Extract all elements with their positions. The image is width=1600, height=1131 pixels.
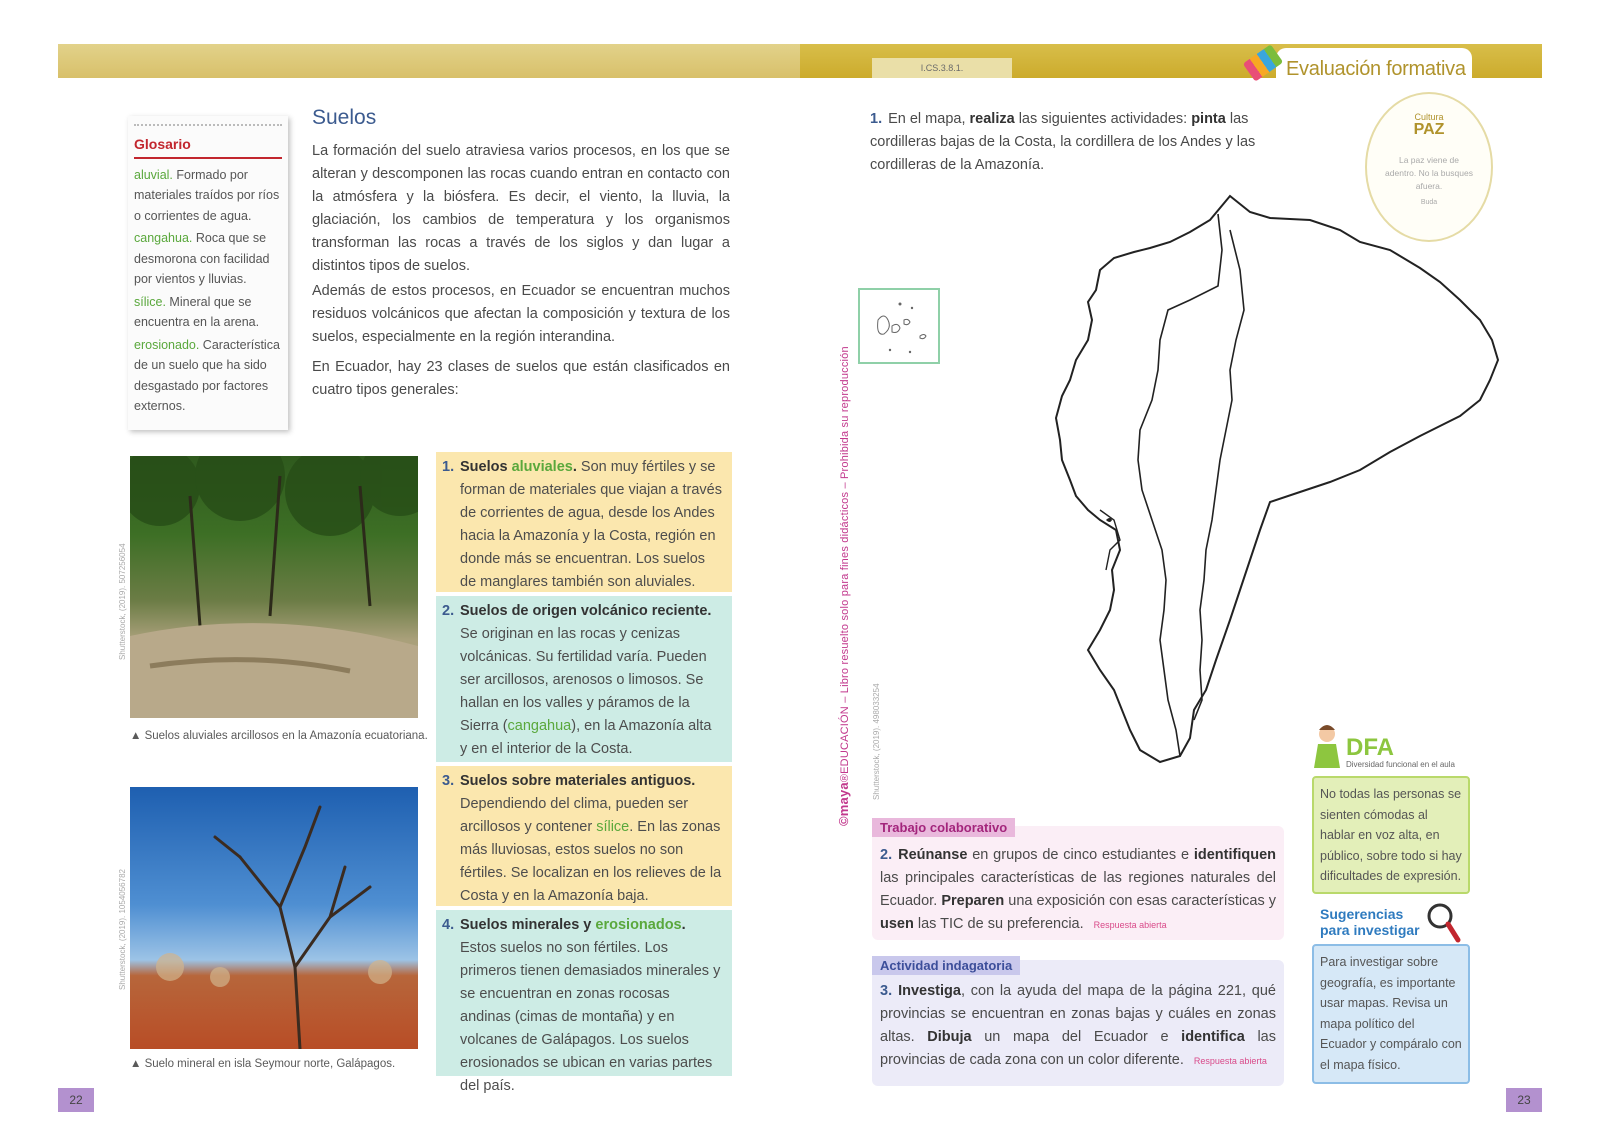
collab-label: Trabajo colaborativo <box>872 818 1015 837</box>
glossary-entry: erosionado. Característica de un suelo que ha sido desgastado por factores externos. <box>134 337 280 413</box>
question-1: 1. En el mapa, realiza las siguientes actividades: pinta las cordilleras bajas de la Costa, la cordillera de los Andes y las cordilleras de la Amazonía. <box>870 111 1256 173</box>
photo-caption: ▲ Suelos aluviales arcillosos en la Amazonía ecuatoriana. <box>130 730 428 742</box>
cultura-label: Cultura <box>1414 112 1444 122</box>
left-header-band <box>58 44 800 78</box>
suggestions-box: Para investigar sobre geografía, es importante usar mapas. Revisa un mapa político del Ecuador y compáralo con el mapa físico. <box>1312 944 1470 1084</box>
soil-type-1: 1. Suelos aluviales. Son muy fértiles y se forman de materiales que viajan a través de corrientes de agua, desde los Andes hacia la Amazonía y la Costa, región en donde más se encuentran. Los suelos de manglares también son aluviales. <box>436 452 732 592</box>
girl-icon <box>1310 722 1344 774</box>
glossary-entry: cangahua. Roca que se desmorona con facilidad por vientos y lluvias. <box>134 231 270 286</box>
soil-type-3: 3. Suelos sobre materiales antiguos. Dependiendo del clima, pueden ser arcillosos y contener sílice. En las zonas más lluviosas, estos suelos no son fértiles. Se localizan en los relieves de la Costa y en la Amazonía baja. <box>436 766 732 906</box>
suggestions-title: Sugerencias para investigar <box>1320 906 1420 938</box>
copyright-vertical: ©maya®EDUCACIÓN – Libro resuelto solo para fines didácticos – Prohibida su reproducción <box>836 346 851 826</box>
photo-amazon-soil <box>130 456 418 718</box>
jungle-illustration <box>130 456 418 718</box>
question-3: 3. Investiga, con la ayuda del mapa de la página 221, qué provincias se encuentran en zonas bajas y cuáles en zonas altas. Dibuja un mapa del Ecuador e identifica las provincias de cada zona con un color diferente. Respuesta abierta <box>880 983 1276 1068</box>
photo-credit: Shutterstock, (2019). 507256054 <box>118 543 127 660</box>
glossary-title: Glosario <box>134 134 282 159</box>
page-number-left: 22 <box>58 1088 94 1112</box>
ecuador-outline-map <box>1040 190 1510 780</box>
question-2: 2. Reúnanse en grupos de cinco estudiantes e identifiquen las principales características de las regiones naturales del Ecuador. Preparen una exposición con esas características y usen las TIC de su preferencia. Respuesta abierta <box>880 847 1277 932</box>
section-title-tab <box>1276 48 1472 88</box>
glossary-card <box>128 116 288 430</box>
inquiry-label: Actividad indagatoria <box>872 956 1020 975</box>
page-number-right: 23 <box>1506 1088 1542 1112</box>
glossary-entry: aluvial. Formado por materiales traídos por ríos o corrientes de agua. <box>134 167 280 223</box>
photo-galapagos-soil <box>130 787 418 1049</box>
paragraph: En Ecuador, hay 23 clases de suelos que están clasificados en cuatro tipos generales: <box>312 359 730 398</box>
page-title: Suelos <box>312 106 377 129</box>
soil-type-4: 4. Suelos minerales y erosionados. Estos suelos no son fértiles. Los primeros tienen demasiados minerales y se encuentran en zonas rocosas andinas (cimas de montaña) y en volcanes de Galápagos. Los suelos erosionados se ubican en varias partes del país. <box>436 910 732 1076</box>
paz-author: Buda <box>1420 199 1438 206</box>
glossary-entry: sílice. Mineral que se encuentra en la arena. <box>134 294 260 329</box>
cultura-paz-badge <box>1365 92 1493 242</box>
photo-credit: Shutterstock, (2019). 1054056782 <box>118 869 127 990</box>
paz-title: PAZ <box>1413 121 1445 138</box>
magnifier-icon <box>1426 902 1462 944</box>
galapagos-islands-icon <box>860 290 938 362</box>
section-title: Evaluación formativa <box>1286 58 1466 80</box>
dfa-title: DFA <box>1346 734 1394 761</box>
dfa-box: No todas las personas se sienten cómodas al hablar en voz alta, en público, sobre todo si hay dificultades de expresión. <box>1312 776 1470 894</box>
dry-tree-illustration <box>130 787 418 1049</box>
paragraph: Además de estos procesos, en Ecuador se encuentran muchos residuos volcánicos que afectan la composición y textura de los suelos, especialmente en la región interandina. <box>312 283 730 345</box>
galapagos-inset-map <box>858 288 940 364</box>
answer-note: Respuesta abierta <box>1193 1056 1267 1066</box>
photo-caption: ▲ Suelo mineral en isla Seymour norte, Galápagos. <box>130 1058 396 1070</box>
soil-type-2: 2. Suelos de origen volcánico reciente. Se originan en las rocas y cenizas volcánicas. Su fertilidad varía. Pueden ser arcillosos, arenosos o limosos. Se hallan en los valles y páramos de la Sierra (cangahua), en la Amazonía alta y en el interior de la Costa. <box>436 596 732 762</box>
paz-quote: La paz viene de adentro. No la busques afuera. <box>1385 155 1473 191</box>
paragraph: La formación del suelo atraviesa varios procesos, en los que se alteran y descomponen las rocas cuando entran en contacto con la atmósfera y la biósfera. Es decir, el viento, la lluvia, la glaciación, los cambios de temperatura y los organismos transforman las rocas a través de los siglos y dan lugar a distintos tipos de suelos. <box>312 143 730 274</box>
notebook-rings <box>134 124 282 130</box>
map-credit: Shutterstock, (2019). 498033254 <box>872 683 881 800</box>
dfa-subtitle: Diversidad funcional en el aula <box>1346 760 1455 769</box>
answer-note: Respuesta abierta <box>1093 920 1167 930</box>
standard-code: I.CS.3.8.1. <box>872 58 1012 78</box>
